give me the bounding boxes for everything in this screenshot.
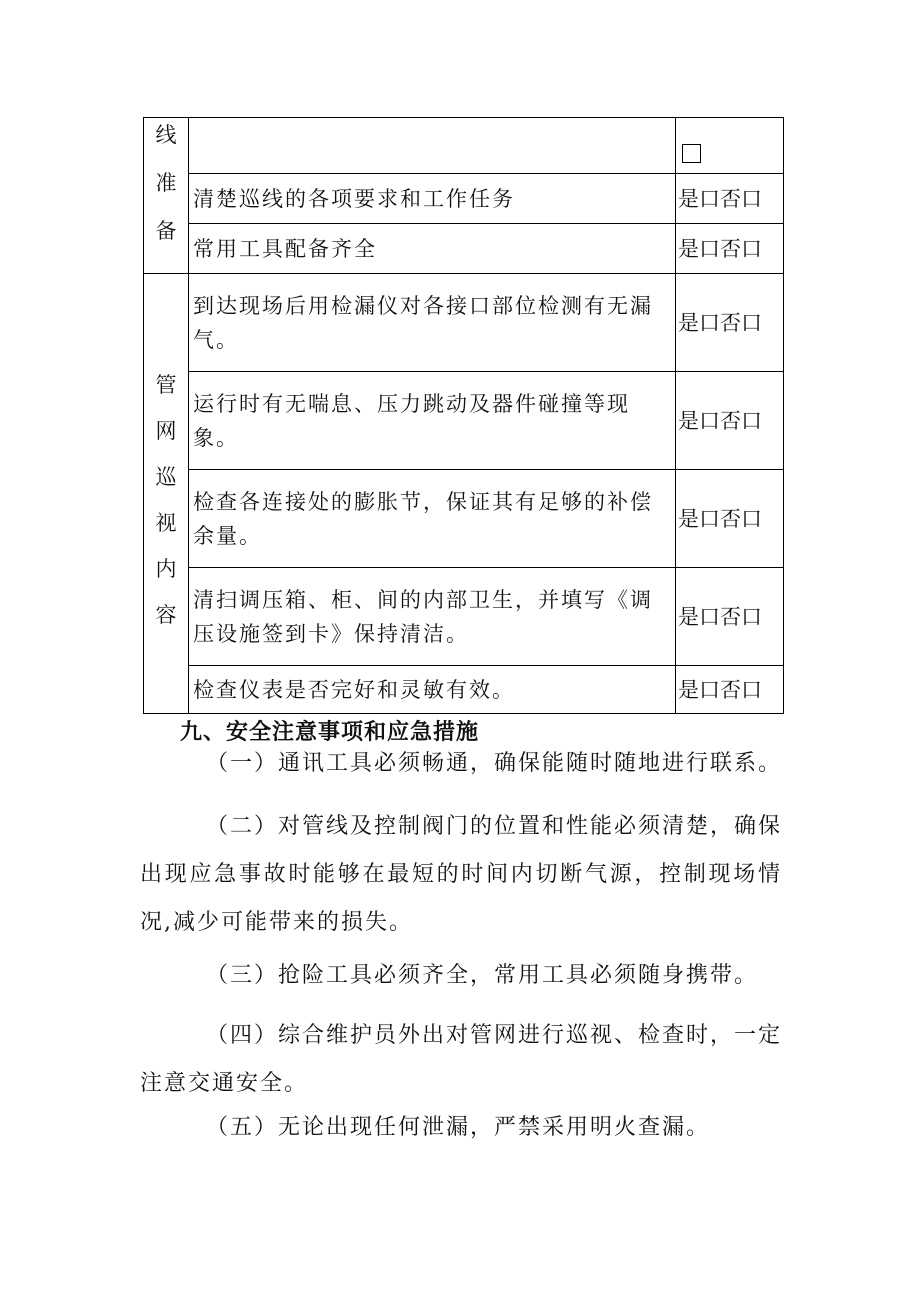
category-char: 线	[155, 123, 177, 147]
table-row	[144, 224, 784, 274]
item-cell: 检查各连接处的膨胀节，保证其有足够的补偿余量。	[189, 470, 676, 568]
item-cell: 清扫调压箱、柜、间的内部卫生，并填写《调压设施签到卡》保持清洁。	[189, 568, 676, 666]
yes-no-options[interactable]: 是口否口	[676, 224, 784, 274]
result-cell	[676, 118, 784, 174]
item-cell: 检查仪表是否完好和灵敏有效。	[189, 666, 676, 714]
category-char: 视	[155, 511, 177, 535]
paragraph-4: （四）综合维护员外出对管网进行巡视、检查时，一定注意交通安全。	[140, 1023, 783, 1096]
category-char: 准	[155, 171, 177, 195]
yes-no-options[interactable]: 是口否口	[676, 568, 784, 666]
inspection-checklist-table	[143, 117, 784, 714]
paragraph-1: （一）通讯工具必须畅通，确保能随时随地进行联系。	[206, 751, 783, 776]
table-row	[144, 568, 784, 666]
table-row	[144, 372, 784, 470]
item-cell: 清楚巡线的各项要求和工作任务	[189, 174, 676, 224]
category-char: 管	[155, 373, 177, 397]
yes-no-options[interactable]: 是口否口	[676, 372, 784, 470]
yes-no-options[interactable]: 是口否口	[676, 666, 784, 714]
table-row	[144, 174, 784, 224]
category-char: 网	[155, 419, 177, 443]
yes-no-options[interactable]: 是口否口	[676, 174, 784, 224]
table-row	[144, 118, 784, 174]
category-cell-network-inspection	[144, 274, 189, 714]
table-row	[144, 666, 784, 714]
table-row	[144, 274, 784, 372]
paragraph-3: （三）抢险工具必须齐全，常用工具必须随身携带。	[206, 963, 759, 988]
item-cell: 到达现场后用检漏仪对各接口部位检测有无漏气。	[189, 274, 676, 372]
paragraph-5: （五）无论出现任何泄漏，严禁采用明火查漏。	[206, 1115, 711, 1140]
category-char: 内	[155, 557, 177, 581]
category-char: 巡	[155, 465, 177, 489]
item-cell: 运行时有无喘息、压力跳动及器件碰撞等现象。	[189, 372, 676, 470]
item-cell	[189, 118, 676, 174]
yes-no-options[interactable]: 是口否口	[676, 274, 784, 372]
section-heading: 九、安全注意事项和应急措施	[180, 720, 480, 745]
paragraph-2: （二）对管线及控制阀门的位置和性能必须清楚，确保出现应急事故时能够在最短的时间内切断气源，控制现场情况,减少可能带来的损失。	[140, 814, 783, 935]
item-cell: 常用工具配备齐全	[189, 224, 676, 274]
category-char: 备	[155, 219, 177, 243]
category-cell-line-preparation	[144, 118, 189, 274]
category-char: 容	[155, 603, 177, 627]
yes-no-options[interactable]: 是口否口	[676, 470, 784, 568]
checkbox-icon[interactable]	[682, 144, 701, 163]
table-row	[144, 470, 784, 568]
